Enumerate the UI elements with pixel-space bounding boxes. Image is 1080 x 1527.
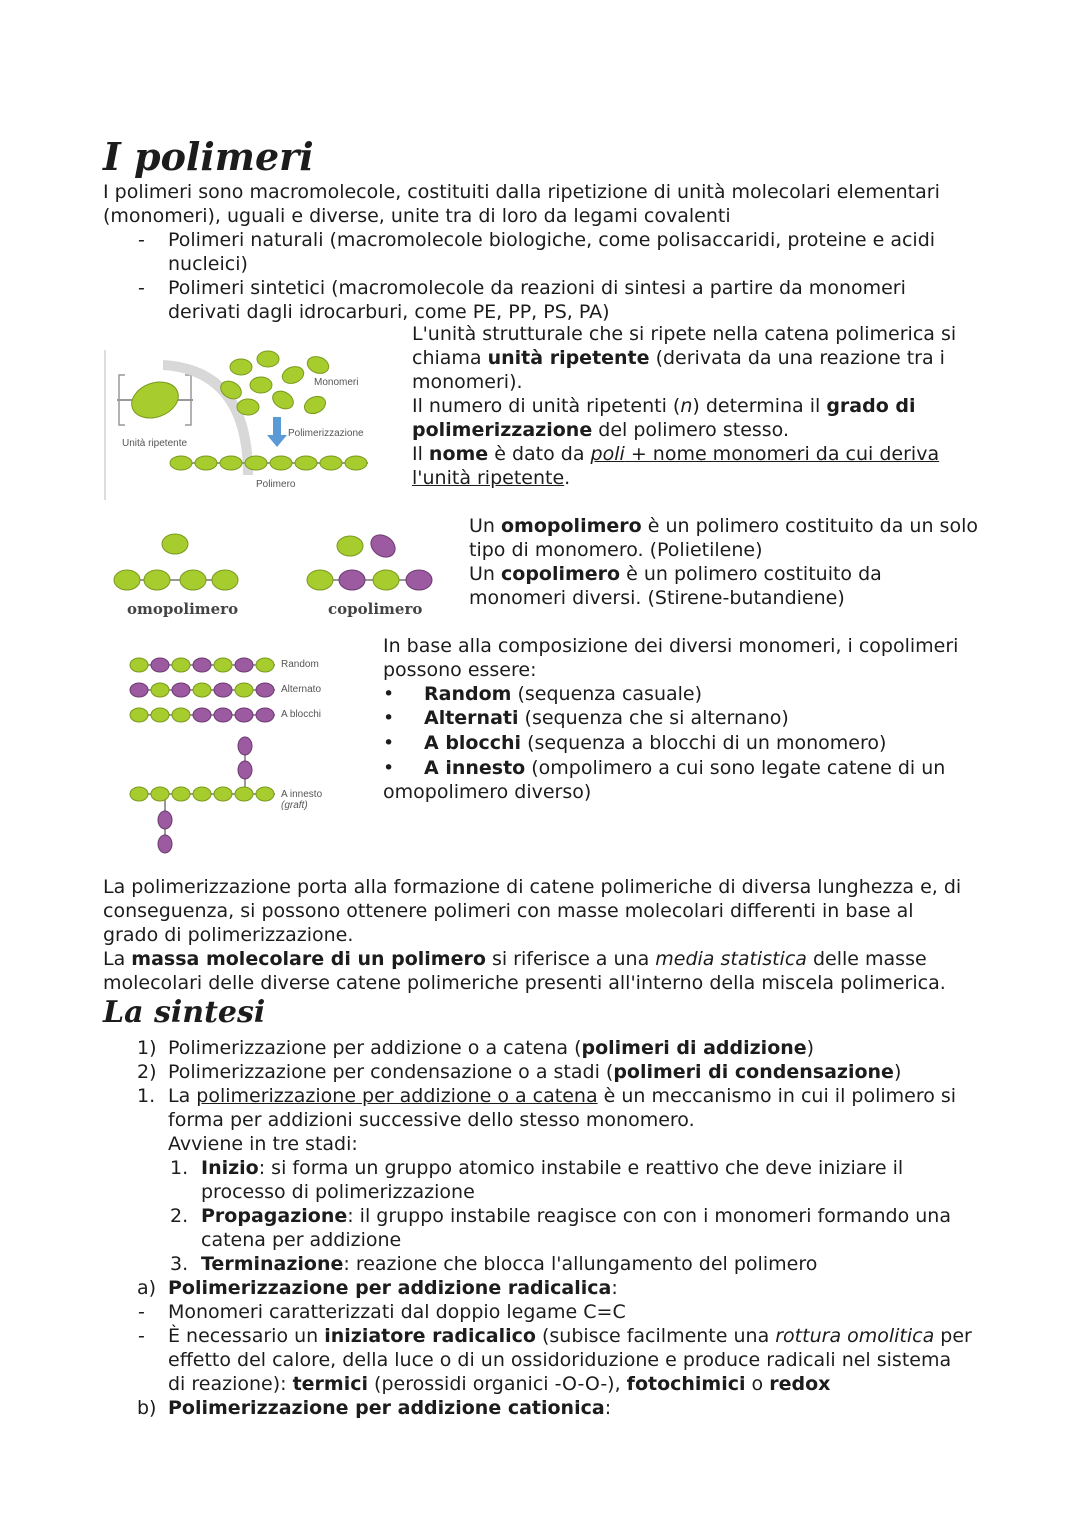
list-item: Terminazione: reazione che blocca l'allungamento del polimero	[201, 1253, 818, 1275]
list-item: derivati dagli idrocarburi, come PE, PP, PS, PA)	[168, 301, 610, 323]
bullet-marker: -	[138, 277, 145, 299]
figure-label: A innesto	[281, 789, 323, 800]
bullet-marker: •	[383, 707, 395, 729]
paragraph-line: Un copolimero è un polimero costituito da	[469, 563, 882, 585]
bullet-marker: •	[383, 683, 395, 705]
bullet-marker: •	[383, 732, 395, 754]
list-item: Inizio: si forma un gruppo atomico instabile e reattivo che deve iniziare il	[201, 1157, 904, 1179]
list-item: Polimeri sintetici (macromolecole da reazioni di sintesi a partire da monomeri	[168, 277, 906, 299]
homo-copolymer-figure	[105, 530, 445, 600]
paragraph-line: l'unità ripetente.	[412, 467, 571, 489]
paragraph-line: Il numero di unità ripetenti (n) determina il grado di	[412, 395, 916, 417]
figure-label: Polimerizzazione	[288, 428, 364, 439]
list-item: Polimeri naturali (macromolecole biologiche, come polisaccaridi, proteine e acidi	[168, 229, 936, 251]
figure-label: Monomeri	[314, 377, 359, 388]
list-letter: a)	[137, 1277, 157, 1299]
paragraph-line: effetto del calore, della luce o di un ossidoriduzione e produce radicali nel sistema	[168, 1349, 952, 1371]
polymerization-figure	[103, 345, 393, 505]
list-item: La polimerizzazione per addizione o a catena è un meccanismo in cui il polimero si	[168, 1085, 957, 1107]
intro-line: (monomeri), uguali e diverse, unite tra di loro da legami covalenti	[103, 205, 731, 227]
list-item: Polimerizzazione per addizione radicalica:	[168, 1277, 618, 1299]
bullet-marker: -	[138, 229, 145, 251]
intro-line: I polimeri sono macromolecole, costituiti dalla ripetizione di unità molecolari elementari	[103, 181, 940, 203]
copolymer-types-figure	[125, 652, 285, 857]
list-number: 2.	[170, 1205, 189, 1227]
figure-label: Polimero	[256, 479, 296, 490]
list-item: nucleici)	[168, 253, 248, 275]
bullet-marker: -	[138, 1301, 145, 1323]
figure-label: Random	[281, 659, 319, 670]
list-letter: b)	[137, 1397, 157, 1419]
list-item: Monomeri caratterizzati dal doppio legame C=C	[168, 1301, 626, 1323]
list-item: Propagazione: il gruppo instabile reagisce con con i monomeri formando una	[201, 1205, 951, 1227]
list-item: Polimerizzazione per addizione o a catena (polimeri di addizione)	[168, 1037, 815, 1059]
paragraph-line: monomeri).	[412, 371, 523, 393]
bullet-marker: -	[138, 1325, 145, 1347]
figure-label: copolimero	[328, 600, 423, 618]
figure-label: Unità ripetente	[122, 438, 188, 449]
paragraph-line: conseguenza, si possono ottenere polimeri con masse molecolari differenti in base al	[103, 900, 914, 922]
section-title: La sintesi	[103, 995, 266, 1030]
paragraph-line: La massa molecolare di un polimero si riferisce a una media statistica delle masse	[103, 948, 927, 970]
paragraph-line: L'unità strutturale che si ripete nella catena polimerica si	[412, 323, 957, 345]
list-item: Polimerizzazione per condensazione o a stadi (polimeri di condensazione)	[168, 1061, 902, 1083]
paragraph-line: molecolari delle diverse catene polimeriche presenti all'interno della miscela polimerica.	[103, 972, 946, 994]
paragraph-line: Avviene in tre stadi:	[168, 1133, 358, 1155]
figure-label: (graft)	[281, 800, 308, 811]
list-number: 1)	[137, 1037, 157, 1059]
list-item: A blocchi (sequenza a blocchi di un monomero)	[424, 732, 887, 754]
paragraph-line: forma per addizioni successive dello stesso monomero.	[168, 1109, 695, 1131]
paragraph-line: chiama unità ripetente (derivata da una reazione tra i	[412, 347, 945, 369]
paragraph-line: di reazione): termici (perossidi organici -O-O-), fotochimici o redox	[168, 1373, 831, 1395]
paragraph-line: grado di polimerizzazione.	[103, 924, 354, 946]
list-item: A innesto (ompolimero a cui sono legate catene di un	[424, 757, 946, 779]
paragraph-line: omopolimero diverso)	[383, 781, 592, 803]
list-item: Alternati (sequenza che si alternano)	[424, 707, 789, 729]
list-number: 1.	[170, 1157, 189, 1179]
paragraph-line: La polimerizzazione porta alla formazione di catene polimeriche di diversa lunghezza e, di	[103, 876, 962, 898]
figure-label: A blocchi	[281, 709, 322, 720]
paragraph-line: monomeri diversi. (Stirene-butandiene)	[469, 587, 845, 609]
paragraph-line: Un omopolimero è un polimero costituito da un solo	[469, 515, 978, 537]
list-number: 1.	[137, 1085, 156, 1107]
list-item: Random (sequenza casuale)	[424, 683, 703, 705]
page-title: I polimeri	[103, 134, 314, 179]
list-item: Polimerizzazione per addizione cationica:	[168, 1397, 612, 1419]
paragraph-line: polimerizzazione del polimero stesso.	[412, 419, 790, 441]
paragraph-line: processo di polimerizzazione	[201, 1181, 475, 1203]
paragraph-line: Il nome è dato da poli + nome monomeri da cui deriva	[412, 443, 940, 465]
list-number: 2)	[137, 1061, 157, 1083]
paragraph-line: In base alla composizione dei diversi monomeri, i copolimeri	[383, 635, 959, 657]
list-item: È necessario un iniziatore radicalico (subisce facilmente una rottura omolitica per	[168, 1325, 972, 1347]
figure-label: omopolimero	[127, 600, 239, 618]
list-number: 3.	[170, 1253, 189, 1275]
figure-label: Alternato	[281, 684, 322, 695]
bullet-marker: •	[383, 757, 395, 779]
paragraph-line: tipo di monomero. (Polietilene)	[469, 539, 763, 561]
paragraph-line: catena per addizione	[201, 1229, 402, 1251]
paragraph-line: possono essere:	[383, 659, 537, 681]
